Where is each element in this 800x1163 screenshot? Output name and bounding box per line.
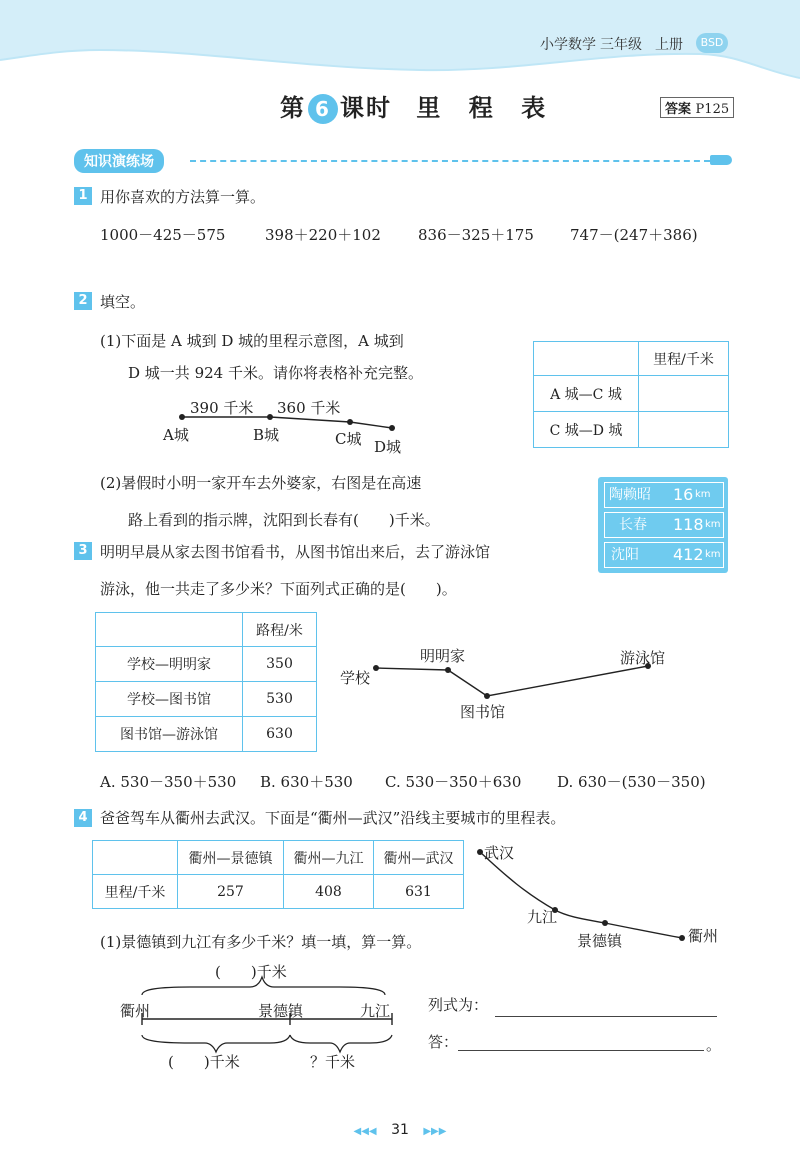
home-dot bbox=[445, 667, 451, 673]
q3-line2: 游泳，他一共走了多少米？下面列式正确的是( )。 bbox=[100, 580, 457, 598]
header-volume: 上册 bbox=[655, 37, 683, 53]
question-1-number: 1 bbox=[74, 187, 92, 205]
sign-row bbox=[604, 542, 724, 568]
library-dot bbox=[484, 693, 490, 699]
page-footer bbox=[0, 1122, 800, 1138]
city-d-dot bbox=[389, 425, 395, 431]
question-1-prompt: 用你喜欢的方法算一算。 bbox=[100, 188, 266, 206]
table-header: 衢州—景德镇 bbox=[178, 841, 284, 875]
title-suffix: 课时 bbox=[340, 94, 392, 122]
question-4-prompt: 爸爸驾车从衢州去武汉。下面是“衢州—武汉”沿线主要城市的里程表。 bbox=[100, 809, 566, 827]
q4-part1: (1)景德镇到九江有多少千米？填一填，算一算。 bbox=[100, 933, 422, 951]
sign-unit: km bbox=[695, 489, 711, 500]
wuhan-label: 武汉 bbox=[484, 844, 515, 862]
q4-distance-table bbox=[92, 840, 464, 909]
right-arrows-icon: ▶▶▶ bbox=[423, 1126, 447, 1137]
sign-distance: 412 bbox=[673, 545, 704, 564]
bottom-left-brace bbox=[142, 1035, 290, 1052]
route-distance: 530 bbox=[243, 682, 317, 717]
table-row-label: A 城—C 城 bbox=[534, 376, 639, 412]
q2-distance-table bbox=[533, 341, 729, 448]
answer-label: 答案 bbox=[665, 102, 692, 117]
city-d-label: D城 bbox=[374, 438, 402, 456]
lesson-number-badge: 6 bbox=[308, 94, 338, 124]
edition-badge: BSD bbox=[696, 33, 728, 53]
section-label: 知识演练场 bbox=[74, 149, 164, 173]
jiujiang-label: 九江 bbox=[527, 908, 558, 926]
route-line bbox=[182, 417, 392, 428]
header-grade: 三年级 bbox=[600, 37, 642, 53]
q1-expression-4: 747－(247＋386) bbox=[570, 226, 698, 244]
route-label: 学校—图书馆 bbox=[96, 682, 243, 717]
line-city-jiujiang: 九江 bbox=[360, 1002, 391, 1020]
formula-label: 列式为： bbox=[428, 996, 489, 1014]
q2-part1-line1: (1)下面是 A 城到 D 城的里程示意图，A 城到 bbox=[100, 332, 404, 350]
q1-expression-3: 836－325＋175 bbox=[418, 226, 534, 244]
table-corner bbox=[93, 841, 178, 875]
table-value: 257 bbox=[178, 875, 284, 909]
page-title bbox=[280, 88, 555, 124]
question-2-prompt: 填空。 bbox=[100, 293, 146, 311]
library-label: 图书馆 bbox=[460, 703, 506, 721]
sign-row bbox=[604, 512, 724, 538]
city-a-dot bbox=[179, 414, 185, 420]
route-label: 学校—明明家 bbox=[96, 647, 243, 682]
q2-part2-line1: (2)暑假时小明一家开车去外婆家，右图是在高速 bbox=[100, 474, 422, 492]
pencil-icon bbox=[710, 155, 732, 165]
answer-reference bbox=[660, 97, 734, 118]
sign-row bbox=[604, 482, 724, 508]
sign-distance: 16 bbox=[673, 485, 694, 504]
question-4-number: 4 bbox=[74, 809, 92, 827]
route-distance: 630 bbox=[243, 717, 317, 752]
quzhou-label: 衢州 bbox=[688, 927, 719, 945]
left-arrows-icon: ◀◀◀ bbox=[353, 1126, 377, 1137]
table-value: 408 bbox=[283, 875, 373, 909]
table-corner bbox=[534, 342, 639, 376]
section-divider bbox=[190, 160, 710, 162]
bottom-right-brace bbox=[290, 1035, 392, 1052]
q2-part1-line2: D 城一共 924 千米。请你将表格补充完整。 bbox=[128, 364, 423, 382]
sign-unit: km bbox=[705, 519, 721, 530]
q1-expression-1: 1000－425－575 bbox=[100, 226, 226, 244]
sign-city: 长春 bbox=[619, 517, 647, 533]
segment-bc-distance: 360 千米 bbox=[277, 399, 341, 417]
table-header: 路程/米 bbox=[243, 613, 317, 647]
sign-unit: km bbox=[705, 549, 721, 560]
q3-distance-table bbox=[95, 612, 317, 752]
title-name: 里 程 表 bbox=[416, 94, 556, 122]
jingdezhen-label: 景德镇 bbox=[577, 932, 623, 950]
home-label: 明明家 bbox=[420, 647, 466, 665]
city-b-label: B城 bbox=[253, 426, 280, 444]
jingdezhen-dot bbox=[602, 920, 608, 926]
line-city-quzhou: 衢州 bbox=[120, 1002, 151, 1020]
q3-option-b[interactable]: B. 630＋530 bbox=[260, 773, 353, 791]
page-number: 31 bbox=[391, 1122, 409, 1138]
top-distance-blank[interactable]: ( )千米 bbox=[215, 963, 287, 981]
city-a-label: A城 bbox=[163, 426, 189, 444]
bottom-right-label: ？千米 bbox=[310, 1053, 356, 1071]
city-b-dot bbox=[267, 414, 273, 420]
bottom-left-blank[interactable]: ( )千米 bbox=[168, 1053, 240, 1071]
pool-label: 游泳馆 bbox=[620, 649, 666, 667]
table-header: 衢州—九江 bbox=[283, 841, 373, 875]
sign-distance: 118 bbox=[673, 515, 704, 534]
segment-ab-distance: 390 千米 bbox=[190, 399, 254, 417]
school-label: 学校 bbox=[340, 669, 371, 687]
answer-page: P125 bbox=[695, 102, 730, 117]
table-header: 里程/千米 bbox=[639, 342, 729, 376]
q3-option-a[interactable]: A. 530－350＋530 bbox=[100, 773, 237, 791]
route-label: 图书馆—游泳馆 bbox=[96, 717, 243, 752]
q3-option-d[interactable]: D. 630－(530－350) bbox=[557, 773, 706, 791]
city-c-dot bbox=[347, 419, 353, 425]
table-corner bbox=[96, 613, 243, 647]
route-line bbox=[376, 666, 648, 696]
row-label: 里程/千米 bbox=[93, 875, 178, 909]
answer-line[interactable] bbox=[458, 1050, 704, 1051]
city-c-label: C城 bbox=[335, 430, 362, 448]
highway-sign bbox=[598, 477, 728, 573]
formula-answer-line[interactable] bbox=[495, 1016, 717, 1017]
q1-expression-2: 398＋220＋102 bbox=[265, 226, 381, 244]
table-header: 衢州—武汉 bbox=[373, 841, 463, 875]
route-line bbox=[480, 852, 682, 938]
answer-cell-cd[interactable] bbox=[639, 412, 729, 448]
answer-label: 答： bbox=[428, 1033, 459, 1051]
line-city-jingdezhen: 景德镇 bbox=[258, 1002, 304, 1020]
q3-line1: 明明早晨从家去图书馆看书，从图书馆出来后，去了游泳馆 bbox=[100, 543, 491, 561]
sign-city: 沈阳 bbox=[611, 547, 639, 563]
table-value: 631 bbox=[373, 875, 463, 909]
q3-option-c[interactable]: C. 530－350＋630 bbox=[385, 773, 522, 791]
wuhan-dot bbox=[477, 849, 483, 855]
title-prefix: 第 bbox=[280, 94, 306, 122]
answer-cell-ac[interactable] bbox=[639, 376, 729, 412]
question-2-number: 2 bbox=[74, 292, 92, 310]
answer-period: 。 bbox=[706, 1036, 722, 1054]
table-row-label: C 城—D 城 bbox=[534, 412, 639, 448]
header-subject: 小学数学 bbox=[540, 37, 596, 53]
question-3-number: 3 bbox=[74, 542, 92, 560]
route-distance: 350 bbox=[243, 647, 317, 682]
q2-part2-line2: 路上看到的指示牌，沈阳到长春有( )千米。 bbox=[128, 511, 440, 529]
quzhou-dot bbox=[679, 935, 685, 941]
sign-city: 陶赖昭 bbox=[609, 487, 651, 503]
school-dot bbox=[373, 665, 379, 671]
